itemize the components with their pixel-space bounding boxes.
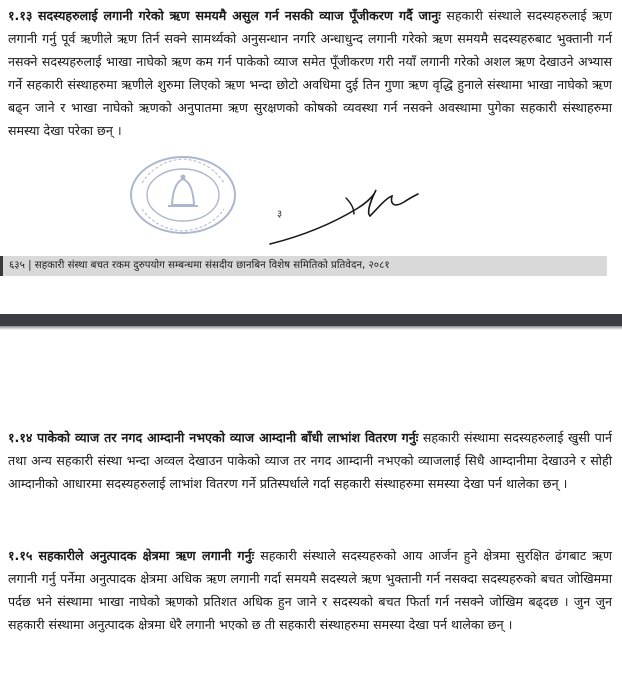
page-divider-shadow bbox=[0, 326, 622, 330]
page-divider bbox=[0, 314, 622, 326]
section-1-14-heading: पाकेको व्याज तर नगद आम्दानी नभएको व्याज आम्दानी बाँधी लाभांश वितरण गर्नुः bbox=[37, 430, 419, 445]
section-1-15-heading: सहकारीले अनुत्पादक क्षेत्रमा ऋण लगानी गर्नुः bbox=[38, 548, 255, 563]
section-1-14-number: १.१४ bbox=[8, 430, 33, 445]
footer-text: ६३५ | सहकारी संस्था बचत रकम दुरुपयोग सम्बन्धमा संसदीय छानबिन विशेष समितिको प्रतिवेदन, २०८१ bbox=[9, 260, 390, 271]
section-1-13-body: सहकारी संस्थाले सदस्यहरुलाई ऋण लगानी गर्नु पूर्व ऋणीले ऋण तिर्न सक्ने सामर्थ्यको अनुसन्धान नगरि अन्धाधुन्द लगानी गरेको ऋण समयमै सदस्यहरुबाट भुक्तानी गर्न नसक्ने सदस्यहरुलाई भाखा नाघेको ऋण कम गर्न पाकेको व्याज समेत पूँजीकरण गरी नयाँ लगानी गरेको अशल ऋण देखाउने अभ्यास गर्ने सहकारी संस्थाहरुमा ऋणीले शुरुमा लिएको ऋण भन्दा छोटो अवधिमा दुई तिन गुणा ऋण वृद्धि हुनाले संस्थामा भाखा नाघेको ऋण बढ्न जाने र भाखा नाघेको ऋणको अनुपातमा ऋण सुरक्षणको कोषको व्यवस्था गर्न नसक्ने अवस्थामा पुगेका सहकारी संस्थाहरुमा समस्या देखा परेका छन् । bbox=[8, 8, 612, 138]
section-1-13-number: १.१३ bbox=[8, 8, 33, 23]
section-1-14-body: सहकारी संस्थामा सदस्यहरुलाई खुसी पार्न तथा अन्य सहकारी संस्था भन्दा अव्वल देखाउन पाकेको व्याज तर नगद आम्दानी नभएको व्याजलाई सिधै आम्दानीमा देखाउने र सोही आम्दानीको आधारमा सदस्यहरुलाई लाभांश वितरण गर्ने प्रतिस्पर्धाले गर्दा सहकारी संस्थाहरुमा समस्या देखा पर्न थालेका छन् । bbox=[8, 430, 612, 491]
page-footer bbox=[0, 256, 607, 276]
section-1-15-number: १.१५ bbox=[8, 548, 33, 563]
signature-icon bbox=[262, 178, 422, 250]
section-1-14 bbox=[8, 426, 612, 495]
section-1-15-body: सहकारी संस्थाले सदस्यहरुको आय आर्जन हुने क्षेत्रमा सुरक्षित ढंगबाट ऋण लगानी गर्नु पर्नेमा अनुत्पादक क्षेत्रमा अधिक ऋण लगानी गर्दा समयमै सदस्यले ऋण भुक्तानी गर्न नसक्दा सदस्यहरुको बचत जोखिममा पर्दछ भने संस्थामा भाखा नाघेको ऋणको प्रतिशत अधिक हुन जाने र सदस्यको बचत फिर्ता गर्न नसक्ने जोखिम बढ्दछ । जुन जुन सहकारी संस्थामा अनुत्पादक क्षेत्रमा धेरै लगानी भएको छ ती सहकारी संस्थाहरुमा समस्या देखा पर्न थालेका छन् । bbox=[8, 548, 612, 632]
section-1-15 bbox=[8, 544, 612, 636]
official-seal-icon bbox=[126, 153, 240, 237]
section-1-13 bbox=[8, 4, 612, 142]
signature-mark: ३ bbox=[277, 209, 283, 220]
section-1-13-heading: सदस्यहरुलाई लगानी गरेको ऋण समयमै असुल गर्न नसकी व्याज पूँजीकरण गर्दै जानुः bbox=[37, 8, 441, 23]
